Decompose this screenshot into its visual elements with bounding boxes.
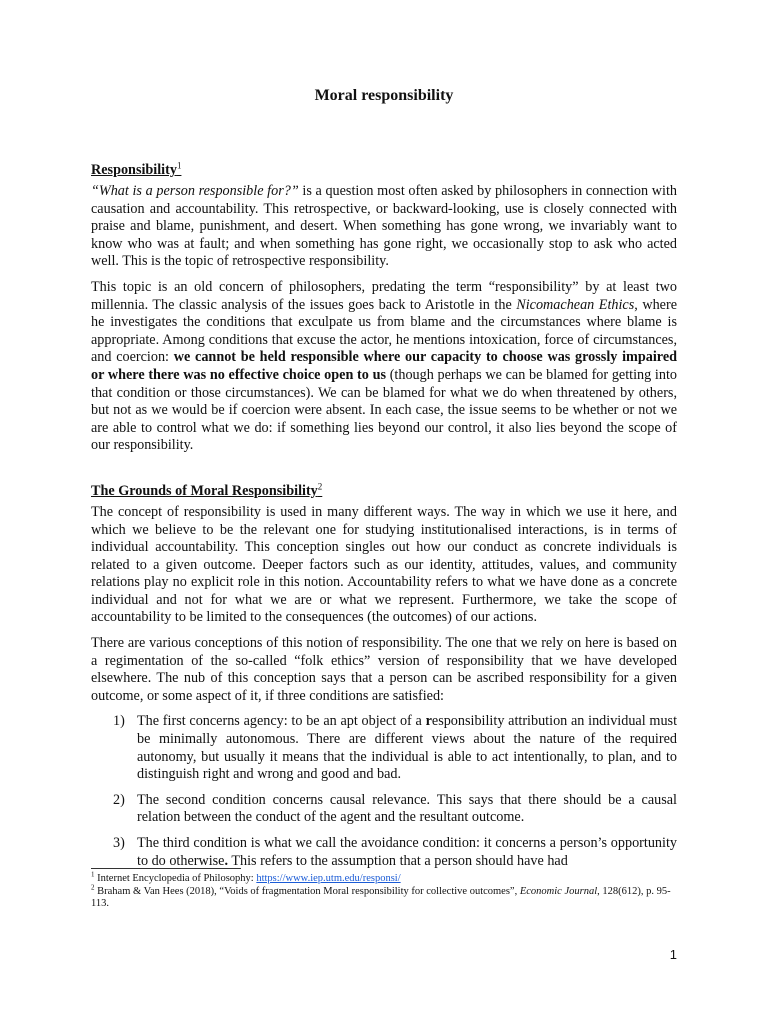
list-text: The first concerns agency: to be an apt object of a <box>137 713 426 730</box>
question-quote: “What is a person responsible for?” <box>91 183 299 199</box>
section-heading-grounds <box>91 482 677 500</box>
list-item <box>91 835 677 870</box>
paragraph-text: , where he investigates the conditions that exculpate us from blame and the circumstances where blame is appropriate. Among conditions that excuse the actor, he mentions intoxication, force of circumstances, and coercion: <box>91 296 677 366</box>
conditions-list <box>91 713 677 870</box>
footnote-2 <box>91 883 677 911</box>
list-item <box>91 713 677 783</box>
section-heading-responsibility <box>91 161 677 179</box>
footnote-number: 1 <box>91 870 95 879</box>
paragraph-text: is a question most often asked by philosophers in connection with causation and accountability. This retrospective, or backward-looking, use is closely connected with praise and blame, punishment, and desert. When something has gone wrong, we invariably want to know who was at fault; and when something has gone right, we occasionally stop to ask who acted well. This is the topic of retrospective responsibility. <box>91 183 677 270</box>
section-heading-text: Responsibility <box>91 162 177 178</box>
list-item <box>91 792 677 827</box>
footnote-text: Braham & Van Hees (2018), “Voids of fragmentation Moral responsibility for collective outcomes”, <box>94 885 520 897</box>
list-bold: . <box>224 852 229 869</box>
footnotes <box>91 868 677 911</box>
book-title: Nicomachean Ethics <box>516 296 635 313</box>
paragraph-concept: The concept of responsibility is used in many different ways. The way in which we use it here, and which we believe to be the relevant one for studying institutionalised interactions, is in terms of individual accountability. This conception singles out how our conduct as concrete individuals is related to a given outcome. Deeper factors such as our identity, attitudes, values, and community relations play no explicit role in this notion. Accountability refers to what we have done as a concrete individual and not for what we are or what we represent. Furthermore, we take the scope of accountability to be limited to the consequences (the outcomes) of our actions. <box>91 503 677 626</box>
list-text: The second condition concerns causal relevance. This says that there should be a causal relation between the conduct of the agent and the resultant outcome. <box>137 791 677 826</box>
list-bold: r <box>425 713 432 730</box>
list-text: The third condition is what we call the avoidance condition: it concerns a person’s opportunity to do otherwise <box>137 835 677 869</box>
paragraph-text: (though perhaps we can be blamed for getting into that condition or those circumstances). We can be blamed for what we do when threatened by others, but not as we would be if coercion were absent. In each case, the issue seems to be whether or not we are able to control what we do: if something lies beyond our control, it also lies beyond the scope of our responsibility. <box>91 366 677 454</box>
list-text: esponsibility attribution an individual must be minimally autonomous. There are different views about the nature of the required autonomy, but usually it means that the individual is able to act intentionally, to plan, and to distinguish right and wrong and good and bad. <box>137 713 678 783</box>
footnote-ref-1[interactable]: 1 <box>176 160 182 171</box>
footnote-link[interactable]: https://www.iep.utm.edu/responsi/ <box>256 873 401 884</box>
footnote-text: Internet Encyclopedia of Philosophy: <box>94 873 257 884</box>
journal-title: Economic Journal <box>519 885 598 897</box>
footnote-text: , 128(612), p. 95-113. <box>91 885 671 909</box>
list-number: 1) <box>113 713 125 730</box>
paragraph-conceptions: There are various conceptions of this notion of responsibility. The one that we rely on here is based on a regimentation of the so-called “folk ethics” version of responsibility that we have developed elsewhere. The nub of this conception says that a person can be ascribed responsibility for a given outcome, or some aspect of it, if three conditions are satisfied: <box>91 635 677 704</box>
footnote-1 <box>91 870 677 886</box>
emphasis-text: we cannot be held responsible where our capacity to choose was grossly impaired or where there was no effective choice open to us <box>91 349 678 383</box>
page-number: 1 <box>669 947 677 962</box>
list-text: This refers to the assumption that a person should have had <box>228 852 568 869</box>
list-number: 3) <box>113 835 125 851</box>
footnote-number: 2 <box>91 883 95 891</box>
main-content <box>91 161 677 878</box>
paragraph-text: This topic is an old concern of philosophers, predating the term “responsibility” by at least two millennia. The classic analysis of the issues goes back to Aristotle in the <box>91 278 677 313</box>
paragraph-retrospective <box>91 183 677 271</box>
list-number: 2) <box>113 791 125 808</box>
footnote-divider <box>91 868 241 869</box>
section-heading-text: The Grounds of Moral Responsibility <box>91 482 318 499</box>
page-title: Moral responsibility <box>314 87 454 104</box>
paragraph-aristotle <box>91 279 677 455</box>
footnote-ref-2[interactable]: 2 <box>317 481 323 492</box>
